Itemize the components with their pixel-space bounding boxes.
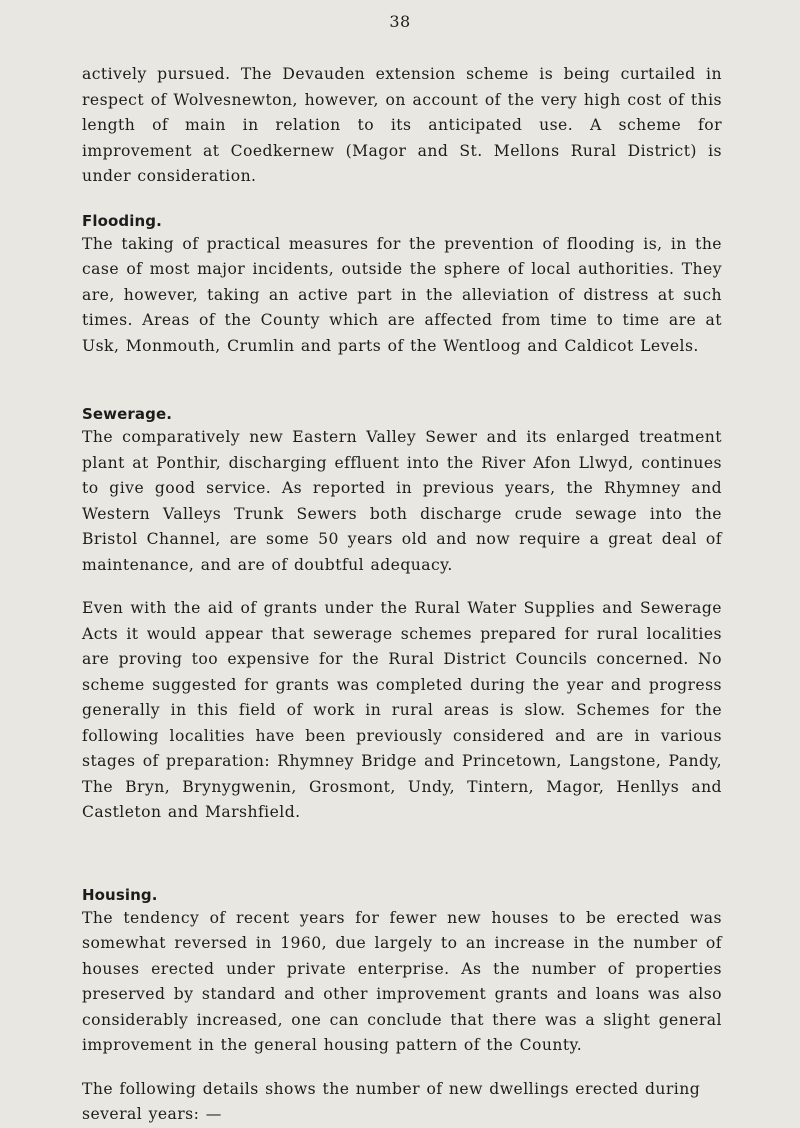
sewerage-paragraph-1: The comparatively new Eastern Valley Sewer and its enlarged treatment plant at Ponthir, discharging effluent into the River Afon Llwyd, continues to give good service. As reported in previous years, the Rhymney and Western Valleys Trunk Sewers both discharge crude sewage into the Bristol Channel, are some 50 years old and now require a great deal of maintenance, and are of doubtful adequacy. — [82, 428, 722, 574]
page-number: 38 — [389, 12, 411, 31]
sewerage-heading: Sewerage. — [82, 405, 173, 423]
housing-heading: Housing. — [82, 885, 158, 904]
intro-paragraph: actively pursued. The Devauden extension scheme is being curtailed in respect of Wolvesnewton, however, on account of the very high cost of this length of main in relation to its anticipated use. A scheme for improvement at Coedkernew (Magor and St. Mellons Rural District) is under consideration. — [82, 65, 722, 185]
flooding-heading: Flooding. — [82, 211, 162, 230]
sewerage-paragraph-2: Even with the aid of grants under the Rural Water Supplies and Sewerage Acts it would appear that sewerage schemes prepared for rural localities are proving too expensive for the Rural District Councils concerned. No scheme suggested for grants was completed during the year and progress generally in this field of work in rural areas is slow. Schemes for the following localities have been previously considered and are in various stages of preparation: Rhymney Bridge and Princetown, Langstone, Pandy, The Bryn, Brynygwenin, Grosmont, Undy, Tintern, Magor, Henllys and Castleton and Marshfield. — [82, 599, 722, 821]
page-body — [82, 62, 722, 1128]
housing-paragraph-1: The tendency of recent years for fewer new houses to be erected was somewhat reversed in 1960, due largely to an increase in the number of houses erected under private enterprise. As the number of properties preserved by standard and other improvement grants and loans was also considerably increased, one can conclude that there was a slight general improvement in the general housing pattern of the County. — [82, 908, 722, 1054]
flooding-paragraph: The taking of practical measures for the prevention of flooding is, in the case of most major incidents, outside the sphere of local authorities. They are, however, taking an active part in the alleviation of distress at such times. Areas of the County which are affected from time to time are at Usk, Monmouth, Crumlin and parts of the Wentloog and Caldicot Levels. — [82, 234, 722, 355]
housing-paragraph-2: The following details shows the number of new dwellings erected during several years: — — [82, 1079, 701, 1123]
